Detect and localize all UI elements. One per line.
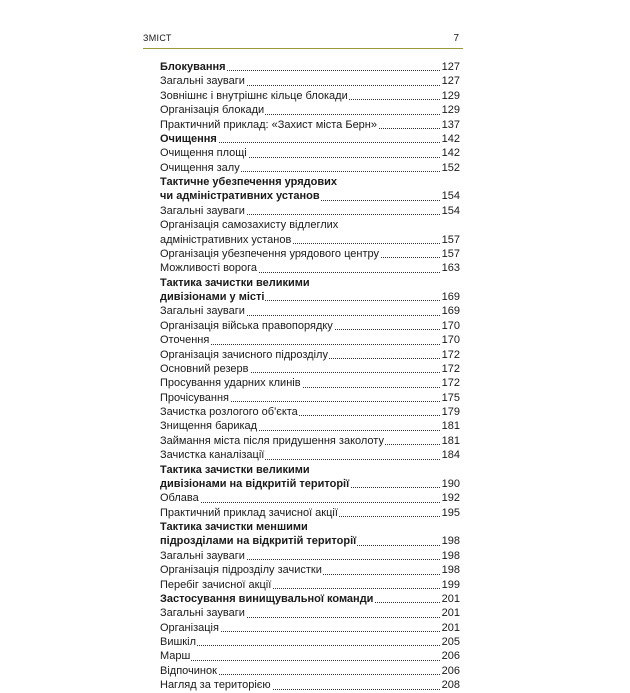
toc-section-entry [160, 592, 460, 606]
toc-entry-page: 175 [441, 391, 460, 404]
toc-entry-title: Організація самозахисту відлеглих [160, 219, 339, 232]
toc-entry-title: Оточення [160, 334, 210, 347]
toc-entry-page: 127 [441, 75, 460, 88]
toc-section-entry [160, 290, 460, 304]
toc-entry [160, 103, 460, 117]
toc-entry [160, 664, 460, 678]
toc-entry-page: 201 [441, 621, 460, 634]
toc-entry-title: Тактика зачистки великими [160, 276, 310, 289]
toc-entry [160, 146, 460, 160]
toc-entry-title: Знищення барикад [160, 420, 258, 433]
toc-entry-title: Займання міста після придушення заколоту [160, 434, 384, 447]
toc-entry-title: Зачистка розлогого об'єкта [160, 406, 298, 418]
toc-entry-page: 206 [441, 664, 460, 677]
toc-entry-title: Загальні зауваги [160, 549, 245, 562]
toc-entry [160, 319, 460, 333]
toc-entry-page: 179 [441, 406, 460, 418]
toc-entry [160, 161, 460, 175]
toc-entry [160, 649, 460, 663]
toc-entry-title: Прочісування [160, 391, 230, 404]
running-title: ЗМІСТ [143, 33, 172, 43]
toc-entry [160, 621, 460, 635]
toc-entry [160, 89, 460, 103]
toc-entry [160, 304, 460, 318]
toc-entry [160, 549, 460, 563]
header-rule [143, 48, 463, 49]
toc-entry [160, 405, 460, 419]
toc-entry [160, 74, 460, 88]
toc-entry-title: Зачистка каналізації [160, 449, 265, 462]
toc-entry-title: Організація війська правопорядку [160, 319, 333, 332]
toc-entry-page: 198 [441, 549, 460, 562]
toc-entry-page: 142 [441, 132, 460, 145]
toc-entry-page: 201 [441, 592, 460, 605]
toc-entry-page: 157 [441, 247, 460, 260]
toc-entry-title: Загальні зауваги [160, 305, 245, 318]
toc-entry-page: 154 [441, 204, 460, 217]
toc-entry-page: 169 [441, 291, 460, 303]
toc-entry-title: Організація убезпечення урядового центру [160, 247, 379, 260]
toc-entry-page: 170 [441, 334, 460, 347]
toc-entry [160, 348, 460, 362]
toc-entry [160, 376, 460, 390]
toc-entry [160, 678, 460, 692]
toc-entry-title: Організація [160, 621, 219, 634]
toc-entry-title: Блокування [160, 61, 226, 73]
toc-section-entry [160, 477, 460, 491]
toc-entry-page: 172 [441, 362, 460, 375]
toc-entry [160, 333, 460, 347]
toc-entry-page: 137 [441, 118, 460, 131]
toc-entry-title: Організація зачисного підрозділу [160, 348, 328, 361]
toc-section-entry [160, 175, 460, 189]
toc-entry-title: Організація блокади [160, 104, 265, 117]
toc-entry-title: Основний резерв [160, 362, 249, 375]
toc-entry-title: дивізіонами на відкритій території [160, 477, 350, 490]
page-header [143, 33, 463, 47]
toc-entry-title: Просування ударних клинів [160, 377, 301, 390]
toc-entry-page: 163 [441, 262, 460, 275]
toc-entry-page: 154 [441, 190, 460, 203]
toc-entry [160, 578, 460, 592]
toc-entry-page: 181 [441, 420, 460, 433]
toc-entry-page: 190 [441, 477, 460, 490]
toc-entry-page: 206 [441, 650, 460, 663]
toc-entry-page: 170 [441, 319, 460, 332]
dot-leader [160, 645, 460, 646]
toc-entry-title: адміністративних установ [160, 233, 292, 246]
toc-entry-page: 199 [441, 578, 460, 591]
table-of-contents [160, 60, 460, 693]
toc-entry-title: Тактичне убезпечення урядових [160, 176, 337, 188]
toc-entry-title: Практичний приклад: «Захист міста Берн» [160, 118, 377, 131]
toc-entry-page: 172 [441, 377, 460, 390]
toc-entry [160, 635, 460, 649]
toc-entry-title: чи адміністративних установ [160, 190, 320, 203]
toc-entry-title: Практичний приклад зачисної акції [160, 506, 338, 519]
toc-entry [160, 218, 460, 232]
toc-entry-page: 208 [441, 679, 460, 692]
toc-entry-page: 152 [441, 161, 460, 174]
toc-entry-page: 129 [441, 89, 460, 102]
toc-entry [160, 563, 460, 577]
toc-entry [160, 247, 460, 261]
toc-entry [160, 118, 460, 132]
toc-entry-title: Можливості ворога [160, 262, 258, 275]
toc-entry-title: Організація підрозділу зачистки [160, 564, 322, 577]
toc-entry-title: Зовнішнє і внутрішнє кільце блокади [160, 89, 348, 102]
toc-entry-title: Відпочинок [160, 664, 217, 677]
toc-entry-page: 169 [441, 305, 460, 318]
toc-entry [160, 233, 460, 247]
toc-entry [160, 506, 460, 520]
toc-entry-title: Загальні зауваги [160, 204, 245, 217]
toc-entry [160, 434, 460, 448]
dot-leader [160, 660, 460, 661]
toc-entry-title: Перебіг зачисної акції [160, 578, 272, 591]
toc-entry-title: Загальні зауваги [160, 75, 245, 88]
toc-entry-page: 205 [441, 636, 460, 648]
toc-entry-page: 142 [441, 147, 460, 160]
toc-entry-title: Марш [160, 650, 191, 663]
toc-entry-title: Вишкіл [160, 636, 196, 648]
toc-entry-page: 127 [441, 61, 460, 73]
toc-entry-page: 192 [441, 492, 460, 505]
toc-section-entry [160, 189, 460, 203]
page-number: 7 [453, 33, 459, 44]
toc-section-entry [160, 534, 460, 548]
toc-entry [160, 391, 460, 405]
toc-entry-page: 184 [441, 449, 460, 462]
dot-leader [160, 502, 460, 503]
toc-entry-title: підрозділами на відкритій території [160, 535, 357, 548]
toc-entry-title: Облава [160, 492, 199, 505]
toc-section-entry [160, 132, 460, 146]
toc-entry-title: Тактика зачистки великими [160, 463, 310, 476]
toc-entry-page: 201 [441, 607, 460, 620]
toc-entry-title: Нагляд за територією [160, 679, 271, 692]
toc-section-entry [160, 520, 460, 534]
toc-entry [160, 362, 460, 376]
toc-section-entry [160, 276, 460, 290]
toc-entry [160, 448, 460, 462]
toc-entry-page: 157 [441, 233, 460, 246]
toc-entry-title: Очищення [160, 132, 217, 145]
toc-entry-title: Очищення залу [160, 161, 240, 174]
toc-section-entry [160, 463, 460, 477]
toc-entry [160, 606, 460, 620]
toc-entry-title: Застосування винищувальної команди [160, 592, 374, 605]
toc-entry [160, 491, 460, 505]
toc-entry-title: Загальні зауваги [160, 607, 245, 620]
toc-entry [160, 261, 460, 275]
toc-entry-page: 198 [441, 535, 460, 548]
toc-entry-title: Очищення площі [160, 147, 247, 160]
toc-entry [160, 204, 460, 218]
toc-entry-page: 129 [441, 104, 460, 117]
toc-section-entry [160, 60, 460, 74]
toc-entry-page: 198 [441, 564, 460, 577]
toc-entry-title: Тактика зачистки меншими [160, 521, 308, 533]
toc-entry-page: 172 [441, 348, 460, 361]
toc-entry-page: 195 [441, 506, 460, 519]
toc-entry-title: дивізіонами у місті [160, 291, 265, 303]
toc-entry-page: 181 [441, 434, 460, 447]
toc-entry [160, 419, 460, 433]
